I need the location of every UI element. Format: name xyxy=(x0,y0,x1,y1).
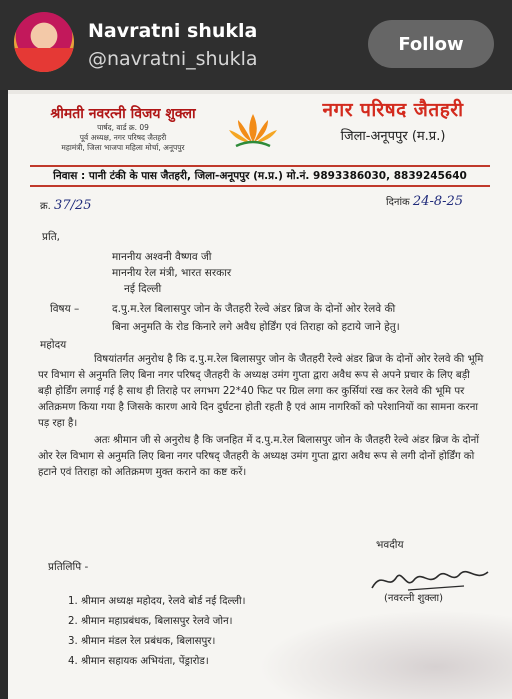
salutation: महोदय xyxy=(40,339,67,351)
body-paragraph: अतः श्रीमान जी से अनुरोध है कि जनहित में द.पु.म.रेल बिलासपुर जोन के जैतहरी रेल्वे अंडर ब्रिज के दोनों ओर रेल विभाग से अनुमति लिए बिना नगर परिषद् जैतहरी के अध्यक्ष उमंग गुप्ता द्वारा अवैध रूप से लगी दोनों होर्डिंग को हटाने एवं तिराहा को अतिक्रमण मुक्त कराने का कष्ट करें। xyxy=(38,435,479,478)
letter-date xyxy=(386,194,463,209)
recipient-city: नई दिल्ली xyxy=(124,283,162,295)
signature-name: (नवरत्नी शुक्ला) xyxy=(384,593,444,604)
sender-line: पार्षद, वार्ड क्र. 09 xyxy=(97,123,149,132)
lotus-logo-icon xyxy=(226,110,280,150)
subject-label: विषय – xyxy=(50,303,80,315)
list-item: 1. श्रीमान अध्यक्ष महोदय, रेलवे बोर्ड नई दिल्ली। xyxy=(68,596,246,607)
address-strip: निवास : पानी टंकी के पास जैतहरी, जिला-अनूपपुर (म.प्र.) मो.नं. 9893386030, 8839245640 xyxy=(30,165,490,187)
sender-block xyxy=(38,104,208,153)
tweet-header xyxy=(0,0,512,90)
shadow xyxy=(258,610,512,699)
cc-list xyxy=(68,592,246,672)
avatar[interactable] xyxy=(14,12,74,72)
follow-button[interactable]: Follow xyxy=(368,20,494,68)
cc-label: प्रतिलिपि - xyxy=(48,561,89,573)
date-label: दिनांक xyxy=(386,197,410,208)
subject-line: बिना अनुमति के रोड किनारे लगे अवैध होर्डिंग एवं तिराहा को हटाये जाने हेतु। xyxy=(112,321,400,333)
recipient-title: माननीय रेल मंत्री, भारत सरकार xyxy=(112,267,232,279)
display-name[interactable]: Navratni shukla xyxy=(88,20,258,42)
letter-image xyxy=(8,90,512,699)
to-label: प्रति, xyxy=(42,231,61,243)
org-district: जिला-अनूपपुर (म.प्र.) xyxy=(340,129,446,144)
list-item: 4. श्रीमान सहायक अभियंता, पेंड्रारोड। xyxy=(68,656,209,667)
user-handle[interactable]: @navratni_shukla xyxy=(88,48,258,70)
ref-label: क्र. xyxy=(40,201,51,212)
closing: भवदीय xyxy=(376,539,404,551)
body-paragraph: विषयांतर्गत अनुरोध है कि द.पु.म.रेल बिलासपुर जोन के जैतहरी रेल्वे अंडर ब्रिज के दोनों ओर रेलवे की भूमि पर विभाग से अनुमति लिए बिना नगर परिषद् जैतहरी के अध्यक्ष उमंग गुप्ता द्वारा अवैध रूप से अपने प्रचार के लिए बड़ी बड़ी होर्डिंग लगाई गई है साथ ही तिराहे पर लगभग 22*40 फिट पर ग्रिल लगा कर कुर्सियां रख कर रेलवे की भूमि पर अतिक्रमण किया गया है जिसके कारण आये दिन दुर्घटना होती रहती है एवं आम नागरिकों को परेशानियों का सामना करना पड़ रहा है। xyxy=(38,354,484,429)
ref-value: 37/25 xyxy=(54,198,92,213)
subject-line: द.पु.म.रेल बिलासपुर जोन के जैतहरी रेल्वे अंडर ब्रिज के दोनों ओर रेलवे की xyxy=(112,303,396,315)
sender-line: पूर्व अध्यक्ष, नगर परिषद जैतहरी xyxy=(79,133,167,142)
list-item: 2. श्रीमान महाप्रबंधक, बिलासपुर रेलवे जोन। xyxy=(68,616,233,627)
org-name: नगर परिषद जैतहरी xyxy=(322,99,464,121)
list-item: 3. श्रीमान मंडल रेल प्रबंधक, बिलासपुर। xyxy=(68,636,216,647)
sender-name: श्रीमती नवरत्नी विजय शुक्ला xyxy=(50,106,196,122)
recipient-name: माननीय अश्वनी वैष्णव जी xyxy=(112,251,212,263)
divider xyxy=(8,90,512,94)
org-block xyxy=(298,96,488,144)
sender-line: महामंत्री, जिला भाजपा महिला मोर्चा, अनूपपुर xyxy=(61,143,185,152)
reference-number xyxy=(40,198,92,213)
date-value: 24-8-25 xyxy=(412,194,464,209)
